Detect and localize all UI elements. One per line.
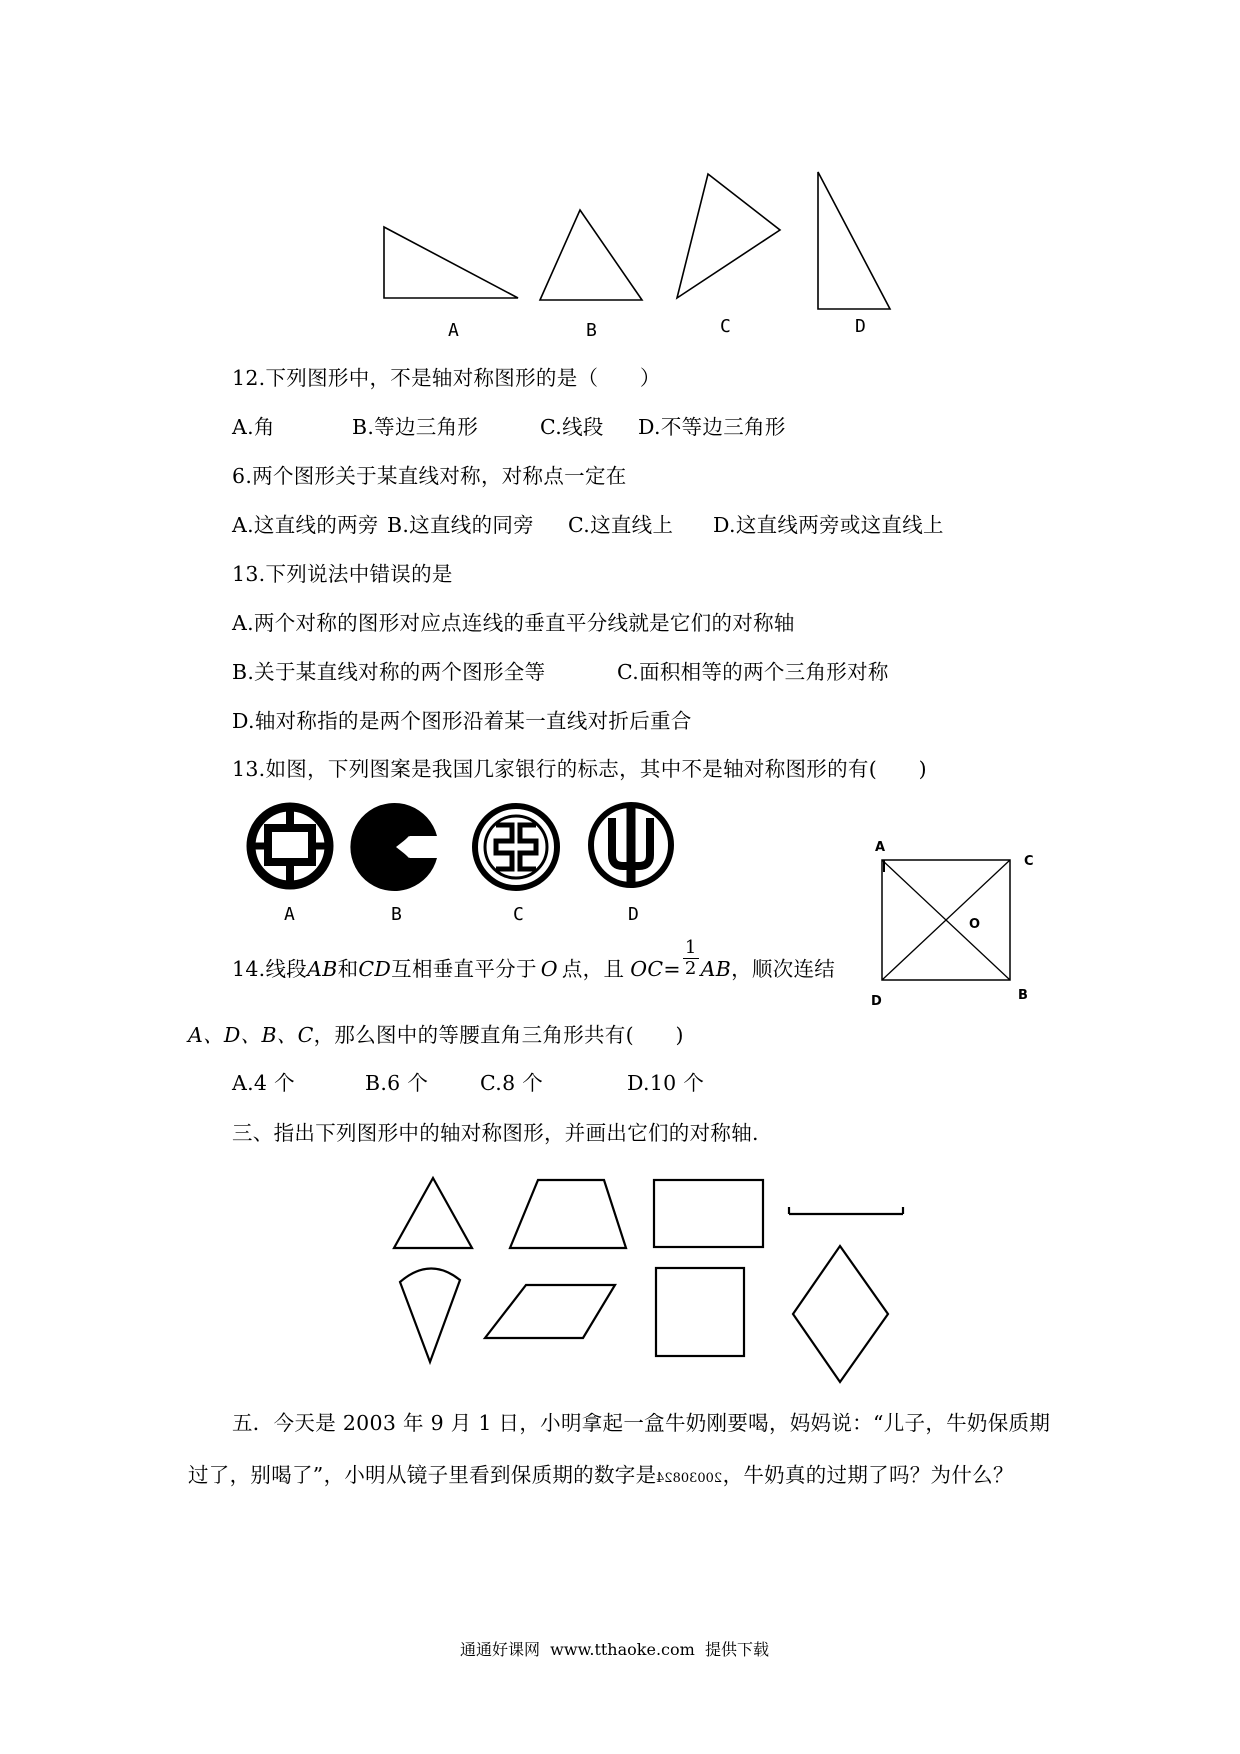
q13b-stem: 13.如图，下列图案是我国几家银行的标志，其中不是轴对称图形的有( ) bbox=[232, 757, 927, 781]
mirrored-date: 20030824 bbox=[656, 1471, 723, 1486]
triangle-label-d: D bbox=[855, 316, 866, 337]
q14-and: 和 bbox=[337, 957, 359, 981]
q6-option-d: D.这直线两旁或这直线上 bbox=[713, 513, 944, 537]
q14-points: A、D、B、C bbox=[188, 1023, 314, 1047]
shape-square bbox=[656, 1268, 744, 1356]
q6-option-c: C.这直线上 bbox=[568, 513, 674, 537]
section5-line2-start: 过了，别喝了”，小明从镜子里看到保质期的数字是 bbox=[188, 1463, 657, 1487]
page-footer: 通通好课网 www.tthaoke.com 提供下载 bbox=[460, 1640, 769, 1659]
q12-option-d: D.不等边三角形 bbox=[638, 415, 786, 439]
section5-line2-end: ，牛奶真的过期了吗？为什么？ bbox=[722, 1463, 1014, 1487]
logo-label-c: C bbox=[513, 904, 524, 925]
q14-line2-rest: ，那么图中的等腰直角三角形共有( ) bbox=[313, 1023, 684, 1047]
logo-label-b: B bbox=[391, 904, 402, 925]
q14-frac-den: 2 bbox=[684, 958, 697, 979]
shape-rectangle bbox=[654, 1180, 763, 1247]
q14-eq: = bbox=[663, 957, 681, 981]
q6-option-b: B.这直线的同旁 bbox=[387, 513, 534, 537]
q14-suffix: ，顺次连结 bbox=[731, 957, 836, 981]
triangle-label-c: C bbox=[720, 316, 731, 337]
square-label-d: D bbox=[871, 994, 882, 1009]
q6-option-a: A.这直线的两旁 bbox=[232, 513, 379, 537]
q13a-option-c: C.面积相等的两个三角形对称 bbox=[617, 660, 889, 684]
square-label-b: B bbox=[1018, 988, 1028, 1003]
q12-stem: 12.下列图形中，不是轴对称图形的是（ ） bbox=[232, 366, 661, 390]
q13a-option-b: B.关于某直线对称的两个图形全等 bbox=[232, 660, 546, 684]
q14-option-d: D.10 个 bbox=[627, 1071, 705, 1095]
triangle-label-b: B bbox=[586, 320, 597, 341]
q14-prefix: 14.线段 bbox=[232, 957, 308, 981]
shape-rhombus bbox=[793, 1246, 888, 1382]
q14-point-o: O bbox=[540, 957, 558, 981]
q14-option-c: C.8 个 bbox=[480, 1071, 544, 1095]
q13a-option-a: A.两个对称的图形对应点连线的垂直平分线就是它们的对称轴 bbox=[232, 611, 795, 635]
logo-label-a: A bbox=[284, 904, 295, 925]
q14-seg-ab2: AB bbox=[700, 957, 732, 981]
q6-stem: 6.两个图形关于某直线对称，对称点一定在 bbox=[232, 464, 627, 488]
shape-segment bbox=[789, 1207, 903, 1214]
square-label-a: A bbox=[875, 840, 886, 855]
triangle-label-a: A bbox=[448, 320, 459, 341]
shape-sector bbox=[400, 1268, 460, 1362]
q12-option-b: B.等边三角形 bbox=[352, 415, 479, 439]
q14-frac-num: 1 bbox=[684, 937, 697, 958]
q12-option-c: C.线段 bbox=[540, 415, 604, 439]
section5-line1: 五．今天是 2003 年 9 月 1 日，小明拿起一盒牛奶刚要喝，妈妈说：“儿子，牛奶保质期 bbox=[232, 1411, 1051, 1435]
square-label-c: C bbox=[1024, 854, 1034, 869]
shape-parallelogram bbox=[485, 1285, 615, 1338]
q13a-option-d: D.轴对称指的是两个图形沿着某一直线对折后重合 bbox=[232, 709, 692, 733]
q14-middle: 互相垂直平分于 bbox=[391, 957, 537, 981]
section5-line2 bbox=[188, 1458, 1014, 1488]
section3-title: 三、指出下列图形中的轴对称图形，并画出它们的对称轴. bbox=[232, 1121, 759, 1145]
q14-seg-oc: OC bbox=[630, 957, 664, 981]
q14-option-a: A.4 个 bbox=[232, 1071, 295, 1095]
logo-label-d: D bbox=[628, 904, 639, 925]
q12-option-a: A.角 bbox=[232, 415, 275, 439]
shape-triangle bbox=[394, 1178, 472, 1248]
q14-middle2: 点，且 bbox=[561, 957, 625, 981]
q13a-stem: 13.下列说法中错误的是 bbox=[232, 562, 453, 586]
q14-seg-ab: AB bbox=[307, 957, 338, 981]
q14-seg-cd: CD bbox=[358, 957, 392, 981]
q14-option-b: B.6 个 bbox=[365, 1071, 429, 1095]
shape-trapezoid bbox=[510, 1180, 626, 1248]
square-label-o: O bbox=[969, 917, 981, 932]
